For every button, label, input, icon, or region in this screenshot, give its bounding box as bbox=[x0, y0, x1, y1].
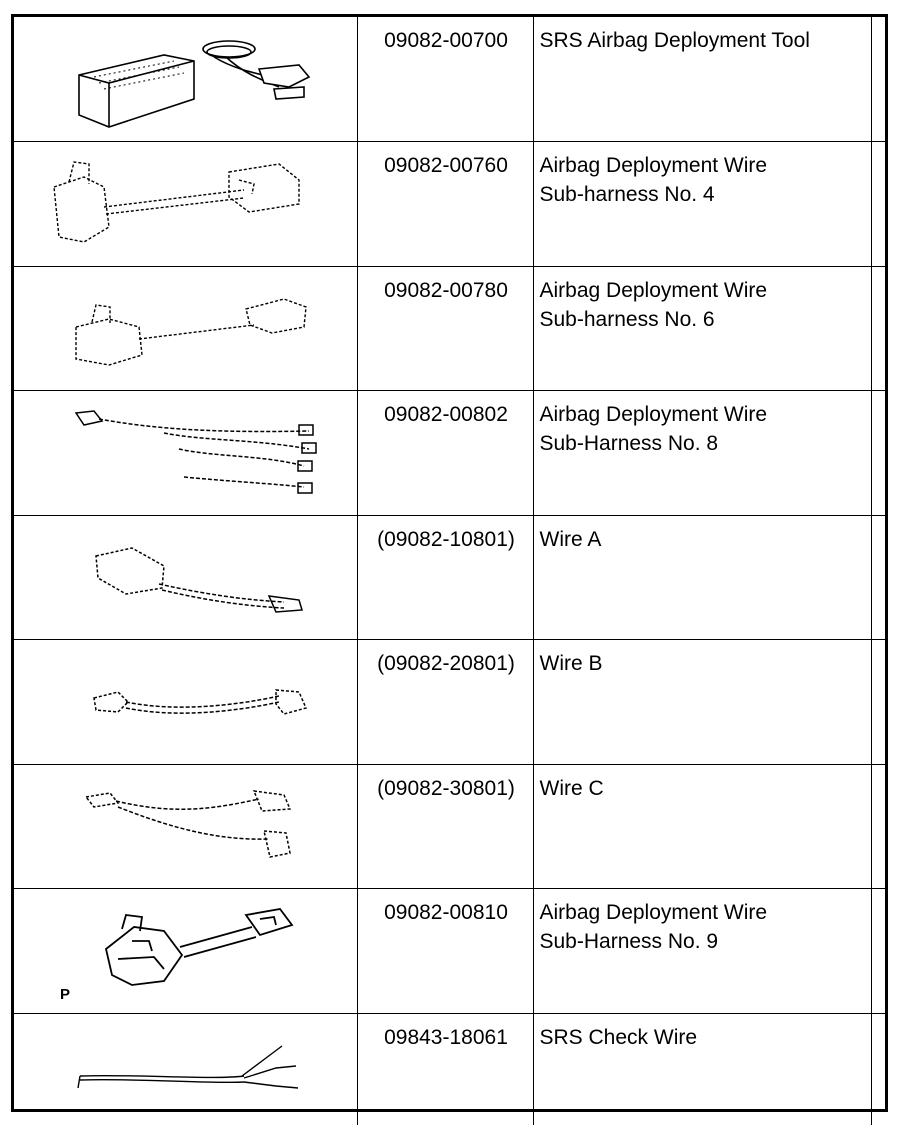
illustration-cell bbox=[14, 640, 357, 765]
srs-check-wire-icon bbox=[14, 1014, 357, 1126]
blank-cell bbox=[871, 391, 885, 516]
tool-name-cell bbox=[533, 266, 871, 391]
table-row bbox=[14, 889, 885, 1014]
table-row bbox=[14, 17, 885, 142]
wire-a-icon bbox=[14, 516, 357, 640]
table-row bbox=[14, 515, 885, 640]
tool-name-line-2: Sub-harness No. 6 bbox=[539, 307, 715, 331]
sub-harness-no-8-icon bbox=[14, 391, 357, 515]
tool-name-line-1: Airbag Deployment Wire bbox=[539, 901, 768, 924]
tool-name-cell bbox=[533, 1013, 871, 1125]
tool-name-cell bbox=[533, 391, 871, 516]
special-tools-table bbox=[11, 14, 888, 1112]
part-number: 09082-00802 bbox=[384, 403, 508, 426]
tool-name-line-1: Airbag Deployment Wire bbox=[539, 154, 768, 177]
sub-harness-no-4-icon bbox=[14, 142, 357, 266]
tool-name-cell bbox=[533, 142, 871, 267]
table-row bbox=[14, 764, 885, 889]
tool-name-line-2: Sub-harness No. 4 bbox=[539, 183, 715, 206]
table-row bbox=[14, 142, 885, 267]
tool-name-cell bbox=[533, 515, 871, 640]
sub-harness-no-9-icon bbox=[14, 889, 357, 1013]
tool-name-line-2: Sub-Harness No. 8 bbox=[539, 432, 719, 455]
tool-name-line-2: Sub-Harness No. 9 bbox=[539, 930, 719, 953]
tool-name: Wire A bbox=[539, 527, 602, 551]
part-number: (09082-10801) bbox=[377, 527, 515, 551]
tool-name-cell bbox=[533, 764, 871, 889]
part-number-cell bbox=[357, 1013, 533, 1125]
part-number-cell bbox=[357, 17, 533, 142]
table-row bbox=[14, 640, 885, 765]
tool-name: SRS Airbag Deployment Tool bbox=[539, 29, 810, 52]
illustration-cell bbox=[14, 266, 357, 391]
tool-name: SRS Check Wire bbox=[539, 1025, 698, 1049]
tool-name: Wire B bbox=[539, 652, 603, 675]
part-number-cell bbox=[357, 266, 533, 391]
part-number: (09082-30801) bbox=[377, 776, 515, 800]
tool-name-cell bbox=[533, 17, 871, 142]
illustration-cell bbox=[14, 515, 357, 640]
table-row bbox=[14, 1013, 885, 1125]
illustration-cell bbox=[14, 764, 357, 889]
part-number-cell bbox=[357, 391, 533, 516]
part-number-cell bbox=[357, 889, 533, 1014]
tool-name-line-1: Airbag Deployment Wire bbox=[539, 403, 768, 426]
part-number-cell bbox=[357, 142, 533, 267]
tool-name-cell bbox=[533, 889, 871, 1014]
illustration-cell bbox=[14, 142, 357, 267]
tool-name-line-1: Airbag Deployment Wire bbox=[539, 278, 768, 302]
part-number-cell bbox=[357, 640, 533, 765]
illustration-cell bbox=[14, 391, 357, 516]
part-number: 09082-00810 bbox=[384, 901, 508, 924]
wire-b-icon bbox=[14, 640, 357, 764]
illustration-cell bbox=[14, 17, 357, 142]
blank-cell bbox=[871, 1013, 885, 1125]
p-mark: P bbox=[60, 985, 71, 1003]
table-row bbox=[14, 391, 885, 516]
table-row bbox=[14, 266, 885, 391]
illustration-cell bbox=[14, 889, 357, 1014]
tools-table bbox=[14, 17, 885, 1125]
blank-cell bbox=[871, 640, 885, 765]
part-number: 09082-00780 bbox=[384, 278, 508, 302]
tool-name-cell bbox=[533, 640, 871, 765]
part-number-cell bbox=[357, 764, 533, 889]
blank-cell bbox=[871, 515, 885, 640]
airbag-deployment-tool-icon bbox=[14, 17, 357, 141]
blank-cell bbox=[871, 889, 885, 1014]
tool-name: Wire C bbox=[539, 776, 604, 800]
blank-cell bbox=[871, 17, 885, 142]
part-number-cell bbox=[357, 515, 533, 640]
illustration-cell bbox=[14, 1013, 357, 1125]
wire-c-icon bbox=[14, 765, 357, 889]
blank-cell bbox=[871, 142, 885, 267]
part-number: 09843-18061 bbox=[384, 1025, 508, 1049]
blank-cell bbox=[871, 764, 885, 889]
part-number: 09082-00760 bbox=[384, 154, 508, 177]
sub-harness-no-6-icon bbox=[14, 267, 357, 391]
part-number: 09082-00700 bbox=[384, 29, 508, 52]
blank-cell bbox=[871, 266, 885, 391]
part-number: (09082-20801) bbox=[377, 652, 515, 675]
